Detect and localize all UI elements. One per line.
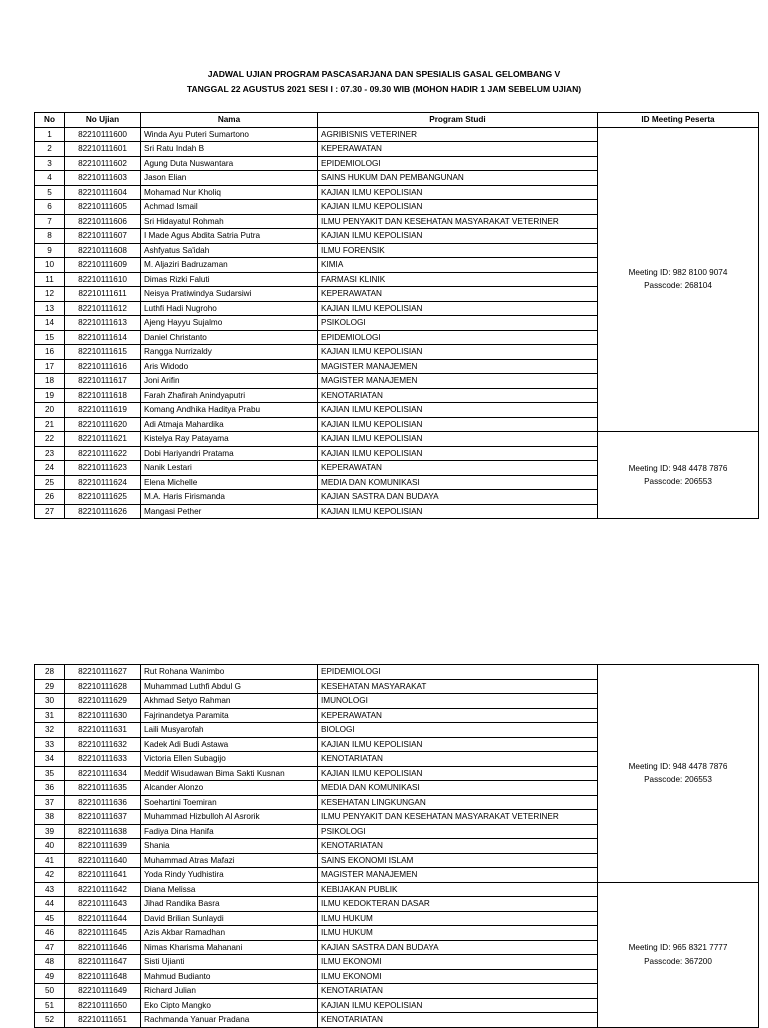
meeting-info-cell: [598, 665, 759, 883]
study-program: KAJIAN ILMU KEPOLISIAN: [318, 229, 598, 244]
participant-name: Kistelya Ray Patayama: [141, 432, 318, 447]
row-number: 28: [35, 665, 65, 680]
exam-number: 82210111646: [65, 940, 141, 955]
row-number: 51: [35, 998, 65, 1013]
participant-name: Daniel Christanto: [141, 330, 318, 345]
row-number: 17: [35, 359, 65, 374]
row-number: 14: [35, 316, 65, 331]
meeting-id: Meeting ID: 948 4478 7876: [628, 463, 728, 473]
exam-number: 82210111600: [65, 127, 141, 142]
row-number: 10: [35, 258, 65, 273]
exam-number: 82210111627: [65, 665, 141, 680]
exam-number: 82210111650: [65, 998, 141, 1013]
study-program: KAJIAN ILMU KEPOLISIAN: [318, 185, 598, 200]
exam-number: 82210111610: [65, 272, 141, 287]
exam-number: 82210111623: [65, 461, 141, 476]
table-header-row: [35, 113, 759, 128]
table-row: [35, 665, 759, 680]
meeting-passcode: Passcode: 206553: [644, 775, 712, 785]
row-number: 18: [35, 374, 65, 389]
study-program: KENOTARIATAN: [318, 1013, 598, 1028]
column-header-name: Nama: [141, 113, 318, 128]
study-program: MAGISTER MANAJEMEN: [318, 868, 598, 883]
table-row: [35, 127, 759, 142]
participant-name: Fadiya Dina Hanifa: [141, 824, 318, 839]
row-number: 40: [35, 839, 65, 854]
meeting-passcode: Passcode: 367200: [644, 956, 712, 966]
column-header-exam-number: No Ujian: [65, 113, 141, 128]
participant-name: I Made Agus Abdita Satria Putra: [141, 229, 318, 244]
exam-number: 82210111601: [65, 142, 141, 157]
exam-number: 82210111617: [65, 374, 141, 389]
participant-name: Muhammad Luthfi Abdul G: [141, 679, 318, 694]
exam-number: 82210111625: [65, 490, 141, 505]
exam-number: 82210111643: [65, 897, 141, 912]
exam-number: 82210111616: [65, 359, 141, 374]
row-number: 38: [35, 810, 65, 825]
meeting-id: Meeting ID: 965 8321 7777: [628, 943, 728, 952]
participant-name: Alcander Alonzo: [141, 781, 318, 796]
study-program: SAINS EKONOMI ISLAM: [318, 853, 598, 868]
participant-name: Fajrinandetya Paramita: [141, 708, 318, 723]
table-row: [35, 882, 759, 897]
participant-name: Sisti Ujianti: [141, 955, 318, 970]
exam-number: 82210111618: [65, 388, 141, 403]
row-number: 41: [35, 853, 65, 868]
participant-name: Muhammad Atras Mafazi: [141, 853, 318, 868]
exam-number: 82210111619: [65, 403, 141, 418]
exam-number: 82210111602: [65, 156, 141, 171]
row-number: 31: [35, 708, 65, 723]
row-number: 30: [35, 694, 65, 709]
schedule-subtitle: TANGGAL 22 AGUSTUS 2021 SESI I : 07.30 - 09.30 WIB (MOHON HADIR 1 JAM SEBELUM UJIAN): [186, 84, 582, 94]
study-program: KESEHATAN LINGKUNGAN: [318, 795, 598, 810]
study-program: ILMU PENYAKIT DAN KESEHATAN MASYARAKAT VETERINER: [318, 214, 598, 229]
row-number: 47: [35, 940, 65, 955]
study-program: KAJIAN SASTRA DAN BUDAYA: [318, 940, 598, 955]
schedule-table-2: [34, 664, 759, 1028]
exam-number: 82210111628: [65, 679, 141, 694]
column-header-meeting-id: ID Meeting Peserta: [598, 113, 759, 128]
study-program: BIOLOGI: [318, 723, 598, 738]
participant-name: Adi Atmaja Mahardika: [141, 417, 318, 432]
row-number: 37: [35, 795, 65, 810]
study-program: IMUNOLOGI: [318, 694, 598, 709]
study-program: ILMU PENYAKIT DAN KESEHATAN MASYARAKAT VETERINER: [318, 810, 598, 825]
participant-name: Rut Rohana Wanimbo: [141, 665, 318, 680]
study-program: KENOTARIATAN: [318, 752, 598, 767]
study-program: KAJIAN ILMU KEPOLISIAN: [318, 301, 598, 316]
participant-name: Yoda Rindy Yudhistira: [141, 868, 318, 883]
table-row: [35, 432, 759, 447]
row-number: 7: [35, 214, 65, 229]
schedule-table-1: [34, 112, 759, 519]
study-program: PSIKOLOGI: [318, 316, 598, 331]
row-number: 35: [35, 766, 65, 781]
exam-number: 82210111614: [65, 330, 141, 345]
row-number: 23: [35, 446, 65, 461]
participant-name: Sri Ratu Indah B: [141, 142, 318, 157]
row-number: 20: [35, 403, 65, 418]
row-number: 22: [35, 432, 65, 447]
exam-number: 82210111620: [65, 417, 141, 432]
study-program: AGRIBISNIS VETERINER: [318, 127, 598, 142]
row-number: 4: [35, 171, 65, 186]
exam-number: 82210111630: [65, 708, 141, 723]
row-number: 34: [35, 752, 65, 767]
participant-name: Azis Akbar Ramadhan: [141, 926, 318, 941]
participant-name: Dimas Rizki Faluti: [141, 272, 318, 287]
study-program: MAGISTER MANAJEMEN: [318, 359, 598, 374]
participant-name: Meddif Wisudawan Bima Sakti Kusnan: [141, 766, 318, 781]
study-program: EPIDEMIOLOGI: [318, 156, 598, 171]
participant-name: Nimas Kharisma Mahanani: [141, 940, 318, 955]
study-program: KENOTARIATAN: [318, 839, 598, 854]
row-number: 32: [35, 723, 65, 738]
participant-name: Mangasi Pether: [141, 504, 318, 519]
study-program: PSIKOLOGI: [318, 824, 598, 839]
row-number: 25: [35, 475, 65, 490]
meeting-info-cell: [598, 882, 759, 1027]
participant-name: Victoria Ellen Subagijo: [141, 752, 318, 767]
study-program: KENOTARIATAN: [318, 984, 598, 999]
row-number: 11: [35, 272, 65, 287]
meeting-id: Meeting ID: 982 8100 9074: [628, 267, 728, 277]
participant-name: Achmad Ismail: [141, 200, 318, 215]
exam-number: 82210111638: [65, 824, 141, 839]
row-number: 39: [35, 824, 65, 839]
row-number: 5: [35, 185, 65, 200]
row-number: 50: [35, 984, 65, 999]
exam-number: 82210111640: [65, 853, 141, 868]
exam-number: 82210111603: [65, 171, 141, 186]
participant-name: Komang Andhika Haditya Prabu: [141, 403, 318, 418]
exam-number: 82210111608: [65, 243, 141, 258]
study-program: KAJIAN ILMU KEPOLISIAN: [318, 504, 598, 519]
participant-name: Richard Julian: [141, 984, 318, 999]
study-program: KAJIAN ILMU KEPOLISIAN: [318, 417, 598, 432]
study-program: EPIDEMIOLOGI: [318, 665, 598, 680]
exam-number: 82210111642: [65, 882, 141, 897]
participant-name: Elena Michelle: [141, 475, 318, 490]
participant-name: Eko Cipto Mangko: [141, 998, 318, 1013]
study-program: KENOTARIATAN: [318, 388, 598, 403]
meeting-info-cell: [598, 127, 759, 432]
study-program: KAJIAN ILMU KEPOLISIAN: [318, 345, 598, 360]
exam-number: 82210111639: [65, 839, 141, 854]
study-program: ILMU KEDOKTERAN DASAR: [318, 897, 598, 912]
schedule-title: JADWAL UJIAN PROGRAM PASCASARJANA DAN SPESIALIS GASAL GELOMBANG V: [207, 69, 561, 79]
study-program: KEPERAWATAN: [318, 461, 598, 476]
exam-number: 82210111635: [65, 781, 141, 796]
exam-number: 82210111612: [65, 301, 141, 316]
participant-name: Agung Duta Nuswantara: [141, 156, 318, 171]
exam-number: 82210111644: [65, 911, 141, 926]
study-program: ILMU FORENSIK: [318, 243, 598, 258]
exam-number: 82210111645: [65, 926, 141, 941]
study-program: KAJIAN ILMU KEPOLISIAN: [318, 432, 598, 447]
exam-number: 82210111649: [65, 984, 141, 999]
exam-number: 82210111651: [65, 1013, 141, 1028]
row-number: 1: [35, 127, 65, 142]
study-program: KAJIAN ILMU KEPOLISIAN: [318, 200, 598, 215]
column-header-no: No: [35, 113, 65, 128]
study-program: MEDIA DAN KOMUNIKASI: [318, 475, 598, 490]
exam-number: 82210111647: [65, 955, 141, 970]
row-number: 21: [35, 417, 65, 432]
participant-name: Rachmanda Yanuar Pradana: [141, 1013, 318, 1028]
participant-name: Diana Melissa: [141, 882, 318, 897]
row-number: 27: [35, 504, 65, 519]
participant-name: Neisya Pratiwindya Sudarsiwi: [141, 287, 318, 302]
row-number: 16: [35, 345, 65, 360]
exam-number: 82210111621: [65, 432, 141, 447]
participant-name: Joni Arifin: [141, 374, 318, 389]
meeting-info-cell: [598, 432, 759, 519]
study-program: KEBIJAKAN PUBLIK: [318, 882, 598, 897]
exam-number: 82210111606: [65, 214, 141, 229]
study-program: KAJIAN ILMU KEPOLISIAN: [318, 998, 598, 1013]
row-number: 33: [35, 737, 65, 752]
study-program: KAJIAN ILMU KEPOLISIAN: [318, 403, 598, 418]
row-number: 43: [35, 882, 65, 897]
participant-name: Ashfyatus Sa'idah: [141, 243, 318, 258]
participant-name: Jason Elian: [141, 171, 318, 186]
row-number: 45: [35, 911, 65, 926]
row-number: 49: [35, 969, 65, 984]
row-number: 46: [35, 926, 65, 941]
participant-name: Aris Widodo: [141, 359, 318, 374]
exam-number: 82210111641: [65, 868, 141, 883]
participant-name: Dobi Hariyandri Pratama: [141, 446, 318, 461]
participant-name: Nanik Lestari: [141, 461, 318, 476]
row-number: 12: [35, 287, 65, 302]
participant-name: Mohamad Nur Kholiq: [141, 185, 318, 200]
column-header-study-program: Program Studi: [318, 113, 598, 128]
participant-name: Laili Musyarofah: [141, 723, 318, 738]
study-program: KAJIAN ILMU KEPOLISIAN: [318, 737, 598, 752]
participant-name: Soehartini Toemiran: [141, 795, 318, 810]
study-program: KAJIAN ILMU KEPOLISIAN: [318, 766, 598, 781]
row-number: 36: [35, 781, 65, 796]
exam-number: 82210111622: [65, 446, 141, 461]
exam-number: 82210111607: [65, 229, 141, 244]
row-number: 8: [35, 229, 65, 244]
row-number: 24: [35, 461, 65, 476]
exam-number: 82210111634: [65, 766, 141, 781]
exam-number: 82210111629: [65, 694, 141, 709]
study-program: KIMIA: [318, 258, 598, 273]
exam-number: 82210111624: [65, 475, 141, 490]
participant-name: Rangga Nurrizaldy: [141, 345, 318, 360]
participant-name: Muhammad Hizbulloh Al Asrorik: [141, 810, 318, 825]
exam-number: 82210111609: [65, 258, 141, 273]
study-program: SAINS HUKUM DAN PEMBANGUNAN: [318, 171, 598, 186]
meeting-id: Meeting ID: 948 4478 7876: [628, 761, 728, 771]
participant-name: M.A. Haris Firismanda: [141, 490, 318, 505]
row-number: 15: [35, 330, 65, 345]
row-number: 52: [35, 1013, 65, 1028]
row-number: 42: [35, 868, 65, 883]
exam-number: 82210111631: [65, 723, 141, 738]
participant-name: Sri Hidayatul Rohmah: [141, 214, 318, 229]
participant-name: Winda Ayu Puteri Sumartono: [141, 127, 318, 142]
row-number: 19: [35, 388, 65, 403]
participant-name: Shania: [141, 839, 318, 854]
exam-number: 82210111648: [65, 969, 141, 984]
row-number: 48: [35, 955, 65, 970]
exam-number: 82210111613: [65, 316, 141, 331]
study-program: KEPERAWATAN: [318, 708, 598, 723]
study-program: KAJIAN SASTRA DAN BUDAYA: [318, 490, 598, 505]
row-number: 13: [35, 301, 65, 316]
schedule-table-body: [35, 127, 759, 519]
study-program: ILMU HUKUM: [318, 911, 598, 926]
exam-number: 82210111615: [65, 345, 141, 360]
meeting-passcode: Passcode: 268104: [644, 281, 712, 291]
study-program: ILMU EKONOMI: [318, 969, 598, 984]
participant-name: Jihad Randika Basra: [141, 897, 318, 912]
study-program: EPIDEMIOLOGI: [318, 330, 598, 345]
exam-number: 82210111632: [65, 737, 141, 752]
schedule-table-body: [35, 665, 759, 1028]
study-program: MAGISTER MANAJEMEN: [318, 374, 598, 389]
exam-number: 82210111611: [65, 287, 141, 302]
row-number: 44: [35, 897, 65, 912]
study-program: MEDIA DAN KOMUNIKASI: [318, 781, 598, 796]
exam-number: 82210111605: [65, 200, 141, 215]
row-number: 29: [35, 679, 65, 694]
study-program: ILMU EKONOMI: [318, 955, 598, 970]
study-program: FARMASI KLINIK: [318, 272, 598, 287]
study-program: KEPERAWATAN: [318, 287, 598, 302]
exam-number: 82210111637: [65, 810, 141, 825]
row-number: 9: [35, 243, 65, 258]
study-program: KESEHATAN MASYARAKAT: [318, 679, 598, 694]
participant-name: Luthfi Hadi Nugroho: [141, 301, 318, 316]
exam-number: 82210111636: [65, 795, 141, 810]
participant-name: Kadek Adi Budi Astawa: [141, 737, 318, 752]
study-program: KEPERAWATAN: [318, 142, 598, 157]
study-program: KAJIAN ILMU KEPOLISIAN: [318, 446, 598, 461]
meeting-passcode: Passcode: 206553: [644, 477, 712, 486]
row-number: 26: [35, 490, 65, 505]
row-number: 2: [35, 142, 65, 157]
participant-name: Akhmad Setyo Rahman: [141, 694, 318, 709]
study-program: ILMU HUKUM: [318, 926, 598, 941]
exam-number: 82210111633: [65, 752, 141, 767]
row-number: 3: [35, 156, 65, 171]
exam-number: 82210111604: [65, 185, 141, 200]
participant-name: Ajeng Hayyu Sujalmo: [141, 316, 318, 331]
row-number: 6: [35, 200, 65, 215]
exam-number: 82210111626: [65, 504, 141, 519]
participant-name: M. Aljaziri Badruzaman: [141, 258, 318, 273]
participant-name: Farah Zhafirah Anindyaputri: [141, 388, 318, 403]
participant-name: David Brilian Sunlaydi: [141, 911, 318, 926]
participant-name: Mahmud Budianto: [141, 969, 318, 984]
